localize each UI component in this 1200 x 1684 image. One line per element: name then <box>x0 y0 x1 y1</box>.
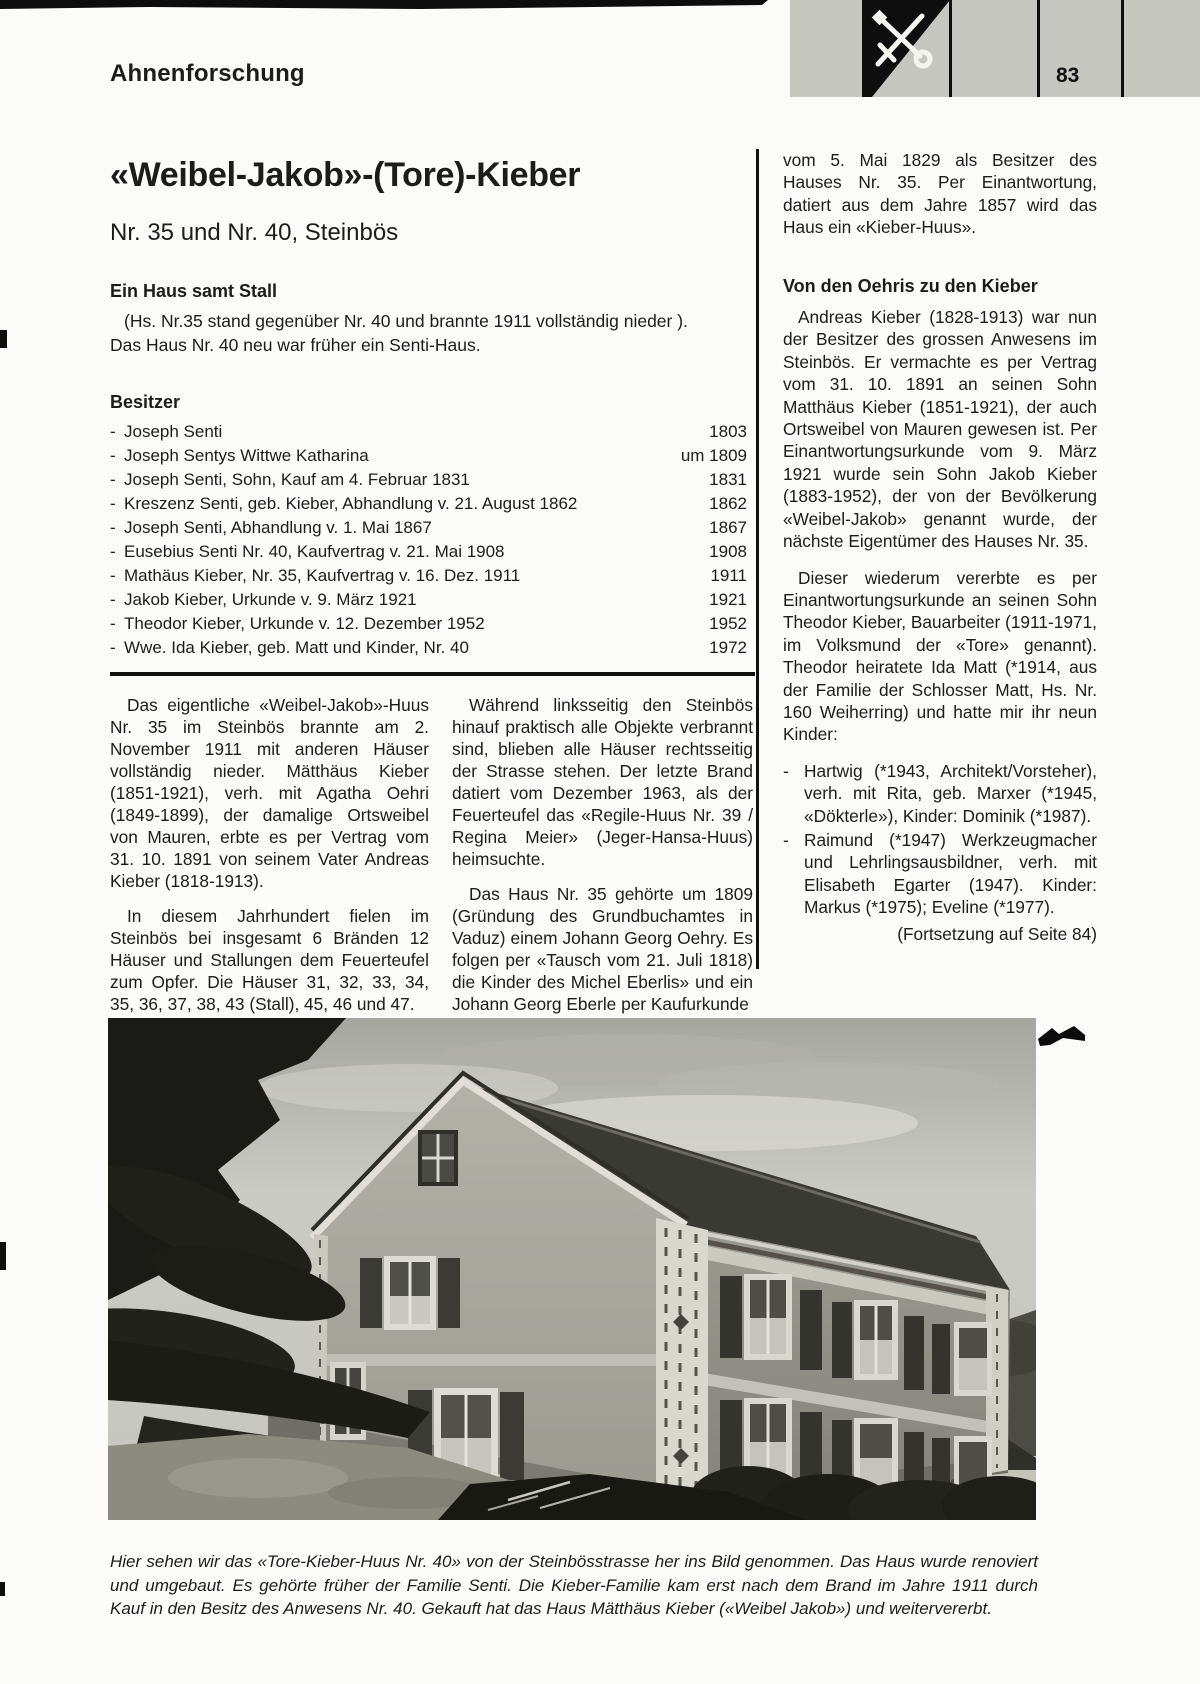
body-column-middle <box>452 694 753 1028</box>
paragraph: Während linksseitig den Steinbös hinauf praktisch alle Objekte verbrannt sind, blieben alle Häuser rechtsseitig der Strasse stehen. Der letzte Brand datiert vom Dezember 1963, als der Feuerteufel das «Regile-Huus Nr. 39 / Regina Meier» (Jeger-Hansa-Huus) heimsuchte. <box>452 695 753 869</box>
owner-row <box>110 468 747 492</box>
owner-row <box>110 612 747 636</box>
owner-name: Theodor Kieber, Urkunde v. 12. Dezember 1952 <box>124 614 485 633</box>
list-dash: - <box>110 494 116 513</box>
owner-year: 1921 <box>709 590 747 609</box>
owners-list <box>110 420 747 660</box>
scan-edge-artifact <box>0 330 7 348</box>
body-column-left <box>110 694 429 1028</box>
owner-row <box>110 564 747 588</box>
list-dash: - <box>110 518 116 537</box>
child-list-item <box>783 760 1097 827</box>
paragraph: Dieser wiederum vererbte es per Einantwortungsurkunde an seinen Sohn Theodor Kieber, Bauarbeiter (1911-1971, im Volksmund der «Tore» genannt). Theodor heiratete Ida Matt (*1914, aus der Familie der Schlosser Matt, Hs. Nr. 160 Weiherring) und hatte mir ihr neun Kinder: <box>783 567 1097 745</box>
scan-edge-artifact <box>0 1242 6 1270</box>
owner-year: 1972 <box>709 638 747 657</box>
owner-name: Jakob Kieber, Urkunde v. 9. März 1921 <box>124 590 417 609</box>
oehris-kieber-heading: Von den Oehris zu den Kieber <box>783 275 1038 296</box>
body-column-right <box>783 149 1097 945</box>
owner-name: Joseph Senti, Abhandlung v. 1. Mai 1867 <box>124 518 432 537</box>
owners-heading: Besitzer <box>110 392 181 412</box>
house-heading: Ein Haus samt Stall <box>110 281 278 301</box>
horizontal-rule <box>110 672 755 676</box>
owner-year: 1867 <box>709 518 747 537</box>
list-dash: - <box>110 422 116 441</box>
house-photo <box>108 1018 1036 1520</box>
owner-row <box>110 636 747 660</box>
list-dash: - <box>110 566 116 585</box>
owner-year: 1952 <box>709 614 747 633</box>
photo-attic-window <box>418 1130 458 1186</box>
owner-name: Mathäus Kieber, Nr. 35, Kaufvertrag v. 16. Dez. 1911 <box>124 566 521 585</box>
continuation-note: (Fortsetzung auf Seite 84) <box>897 923 1097 944</box>
child-list-item <box>783 829 1097 919</box>
owner-name: Joseph Senti <box>124 422 223 441</box>
owner-name: Kreszenz Senti, geb. Kieber, Abhandlung v. 21. August 1862 <box>124 494 578 513</box>
child-entry: Raimund (*1947) Werkzeugmacher und Lehrlingsausbildner, verh. mit Elisabeth Egarter (1947). Kinder: Markus (*1975); Eveline (*1977). <box>804 829 1097 918</box>
section-end-mark <box>1038 1026 1086 1048</box>
owner-name: Wwe. Ida Kieber, geb. Matt und Kinder, Nr. 40 <box>124 638 469 657</box>
owner-row <box>110 492 747 516</box>
page-rubric: Ahnenforschung <box>110 60 305 87</box>
owner-year: 1803 <box>709 422 747 441</box>
owner-row <box>110 420 747 444</box>
header-decoration-box <box>790 0 1200 97</box>
list-dash: - <box>110 590 116 609</box>
house-note: (Hs. Nr.35 stand gegenüber Nr. 40 und brannte 1911 vollständig nieder ). Das Haus Nr. 40 neu war früher ein Senti-Haus. <box>110 311 688 355</box>
scan-edge-artifact <box>0 1582 5 1596</box>
article-subtitle: Nr. 35 und Nr. 40, Steinbös <box>110 219 399 246</box>
list-dash: - <box>110 638 116 657</box>
photo-caption: Hier sehen wir das «Tore-Kieber-Huus Nr. 40» von der Steinbösstrasse her ins Bild genommen. Das Haus wurde renoviert und umgebaut. Es gehörte früher der Familie Senti. Die Kieber-Familie kam erst nach dem Brand im Jahre 1911 durch Kauf in den Besitz des Anwesens Nr. 40. Gekauft hat das Haus Mätthäus Kieber («Weibel Jakob») und weitervererbt. <box>110 1552 1038 1618</box>
list-dash: - <box>783 829 789 850</box>
header-decoration-graphic <box>790 0 1200 97</box>
paragraph: Das Haus Nr. 35 gehörte um 1809 (Gründung des Grundbuchamtes in Vaduz) einem Johann Georg Oehry. Es folgen per «Tausch vom 21. Juli 1818) die Kinder des Michel Eberlis» und ein Johann Georg Eberle per Kaufurkunde <box>452 884 753 1014</box>
owner-row <box>110 588 747 612</box>
owner-name: Eusebius Senti Nr. 40, Kaufvertrag v. 21. Mai 1908 <box>124 542 505 561</box>
column-divider <box>756 149 759 969</box>
owner-year: 1908 <box>709 542 747 561</box>
owner-year: 1831 <box>709 470 747 489</box>
owner-name: Joseph Sentys Wittwe Katharina <box>124 446 369 465</box>
list-dash: - <box>110 614 116 633</box>
owner-year: um 1809 <box>680 446 747 465</box>
owner-year: 1862 <box>709 494 747 513</box>
owner-row <box>110 444 747 468</box>
article-title: «Weibel-Jakob»-(Tore)-Kieber <box>110 156 581 194</box>
list-dash: - <box>110 446 116 465</box>
paragraph: In diesem Jahrhundert fielen im Steinbös bei insgesamt 6 Bränden 12 Häuser und Stallungen dem Feuerteufel zum Opfer. Die Häuser 31, 32, 33, 34, 35, 36, 37, 38, 43 (Stall), 45, 46 und 47. <box>110 906 429 1014</box>
owner-row <box>110 516 747 540</box>
paragraph: Andreas Kieber (1828-1913) war nun der Besitzer des grossen Anwesens im Steinbös. Er vermachte es per Vertrag vom 31. 10. 1891 an seinen Sohn Matthäus Kieber (1851-1921), der auch Ortsweibel von Mauren gewesen ist. Per Einantwortungsurkunde vom 9. März 1921 wurde sein Sohn Jakob Kieber (1883-1952), der von der Bevölkerung «Weibel-Jakob» genannt wurde, der nächste Eigentümer des Hauses Nr. 35. <box>783 307 1097 552</box>
child-entry: Hartwig (*1943, Architekt/Vorsteher), verh. mit Rita, geb. Marxer (*1945, «Dökterle»), Kinder: Dominik (*1987). <box>804 760 1097 826</box>
list-dash: - <box>110 470 116 489</box>
photo-gable-upper-window <box>360 1256 460 1330</box>
list-dash: - <box>110 542 116 561</box>
paragraph: Das eigentliche «Weibel-Jakob»-Huus Nr. 35 im Steinbös brannte am 2. November 1911 mit anderen Häuser vollständig nieder. Mätthäus Kieber (1851-1921), verh. mit Agatha Oehri (1849-1899), der damalige Ortsweibel von Mauren, erbte es per Vertrag vom 31. 10. 1891 von seinem Vater Andreas Kieber (1818-1913). <box>110 695 429 891</box>
list-dash: - <box>783 760 789 781</box>
scan-edge-artifact <box>0 0 780 14</box>
owner-year: 1911 <box>710 566 747 585</box>
owner-row <box>110 540 747 564</box>
page-number: 83 <box>1056 64 1080 87</box>
carryover-paragraph: vom 5. Mai 1829 als Besitzer des Hauses Nr. 35. Per Einantwortung, datiert aus dem Jahre 1857 wird das Haus ein «Kieber-Huus». <box>783 150 1097 238</box>
owner-name: Joseph Senti, Sohn, Kauf am 4. Februar 1831 <box>124 470 470 489</box>
